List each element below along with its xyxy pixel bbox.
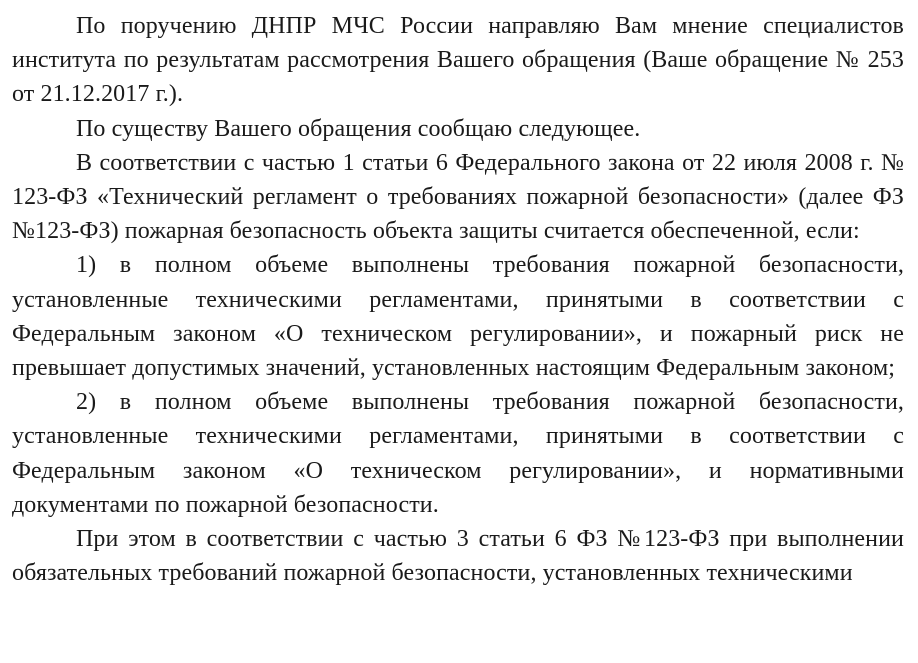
paragraph-condition-1: 1) в полном объеме выполнены требования пожарной безопасности, установленные техническими регламентами, принятыми в соответствии с Федеральным законом «О техническом регулировании», и пожарный риск не превышает допустимых значений, установленных настоящим Федеральным законом;	[12, 252, 904, 382]
paragraph-law-reference: В соответствии с частью 1 статьи 6 Федерального закона от 22 июля 2008 г. № 123-ФЗ «Технический регламент о требованиях пожарной безопасности» (далее ФЗ №123-ФЗ) пожарная безопасность объекта защиты считается обеспеченной, если:	[12, 149, 904, 245]
paragraph-condition-2: 2) в полном объеме выполнены требования пожарной безопасности, установленные техническими регламентами, принятыми в соответствии с Федеральным законом «О техническом регулировании», и нормативными документами по пожарной безопасности.	[12, 389, 904, 518]
paragraph-intro: По поручению ДНПР МЧС России направляю Вам мнение специалистов института по результатам рассмотрения Вашего обращения (Ваше обращение № 253 от 21.12.2017 г.).	[12, 13, 904, 108]
paragraph-further: При этом в соответствии с частью 3 статьи 6 ФЗ №123-ФЗ при выполнении обязательных требований пожарной безопасности, установленных техническими	[12, 526, 904, 587]
document-page	[12, 9, 904, 590]
paragraph-essence: По существу Вашего обращения сообщаю следующее.	[76, 115, 641, 142]
